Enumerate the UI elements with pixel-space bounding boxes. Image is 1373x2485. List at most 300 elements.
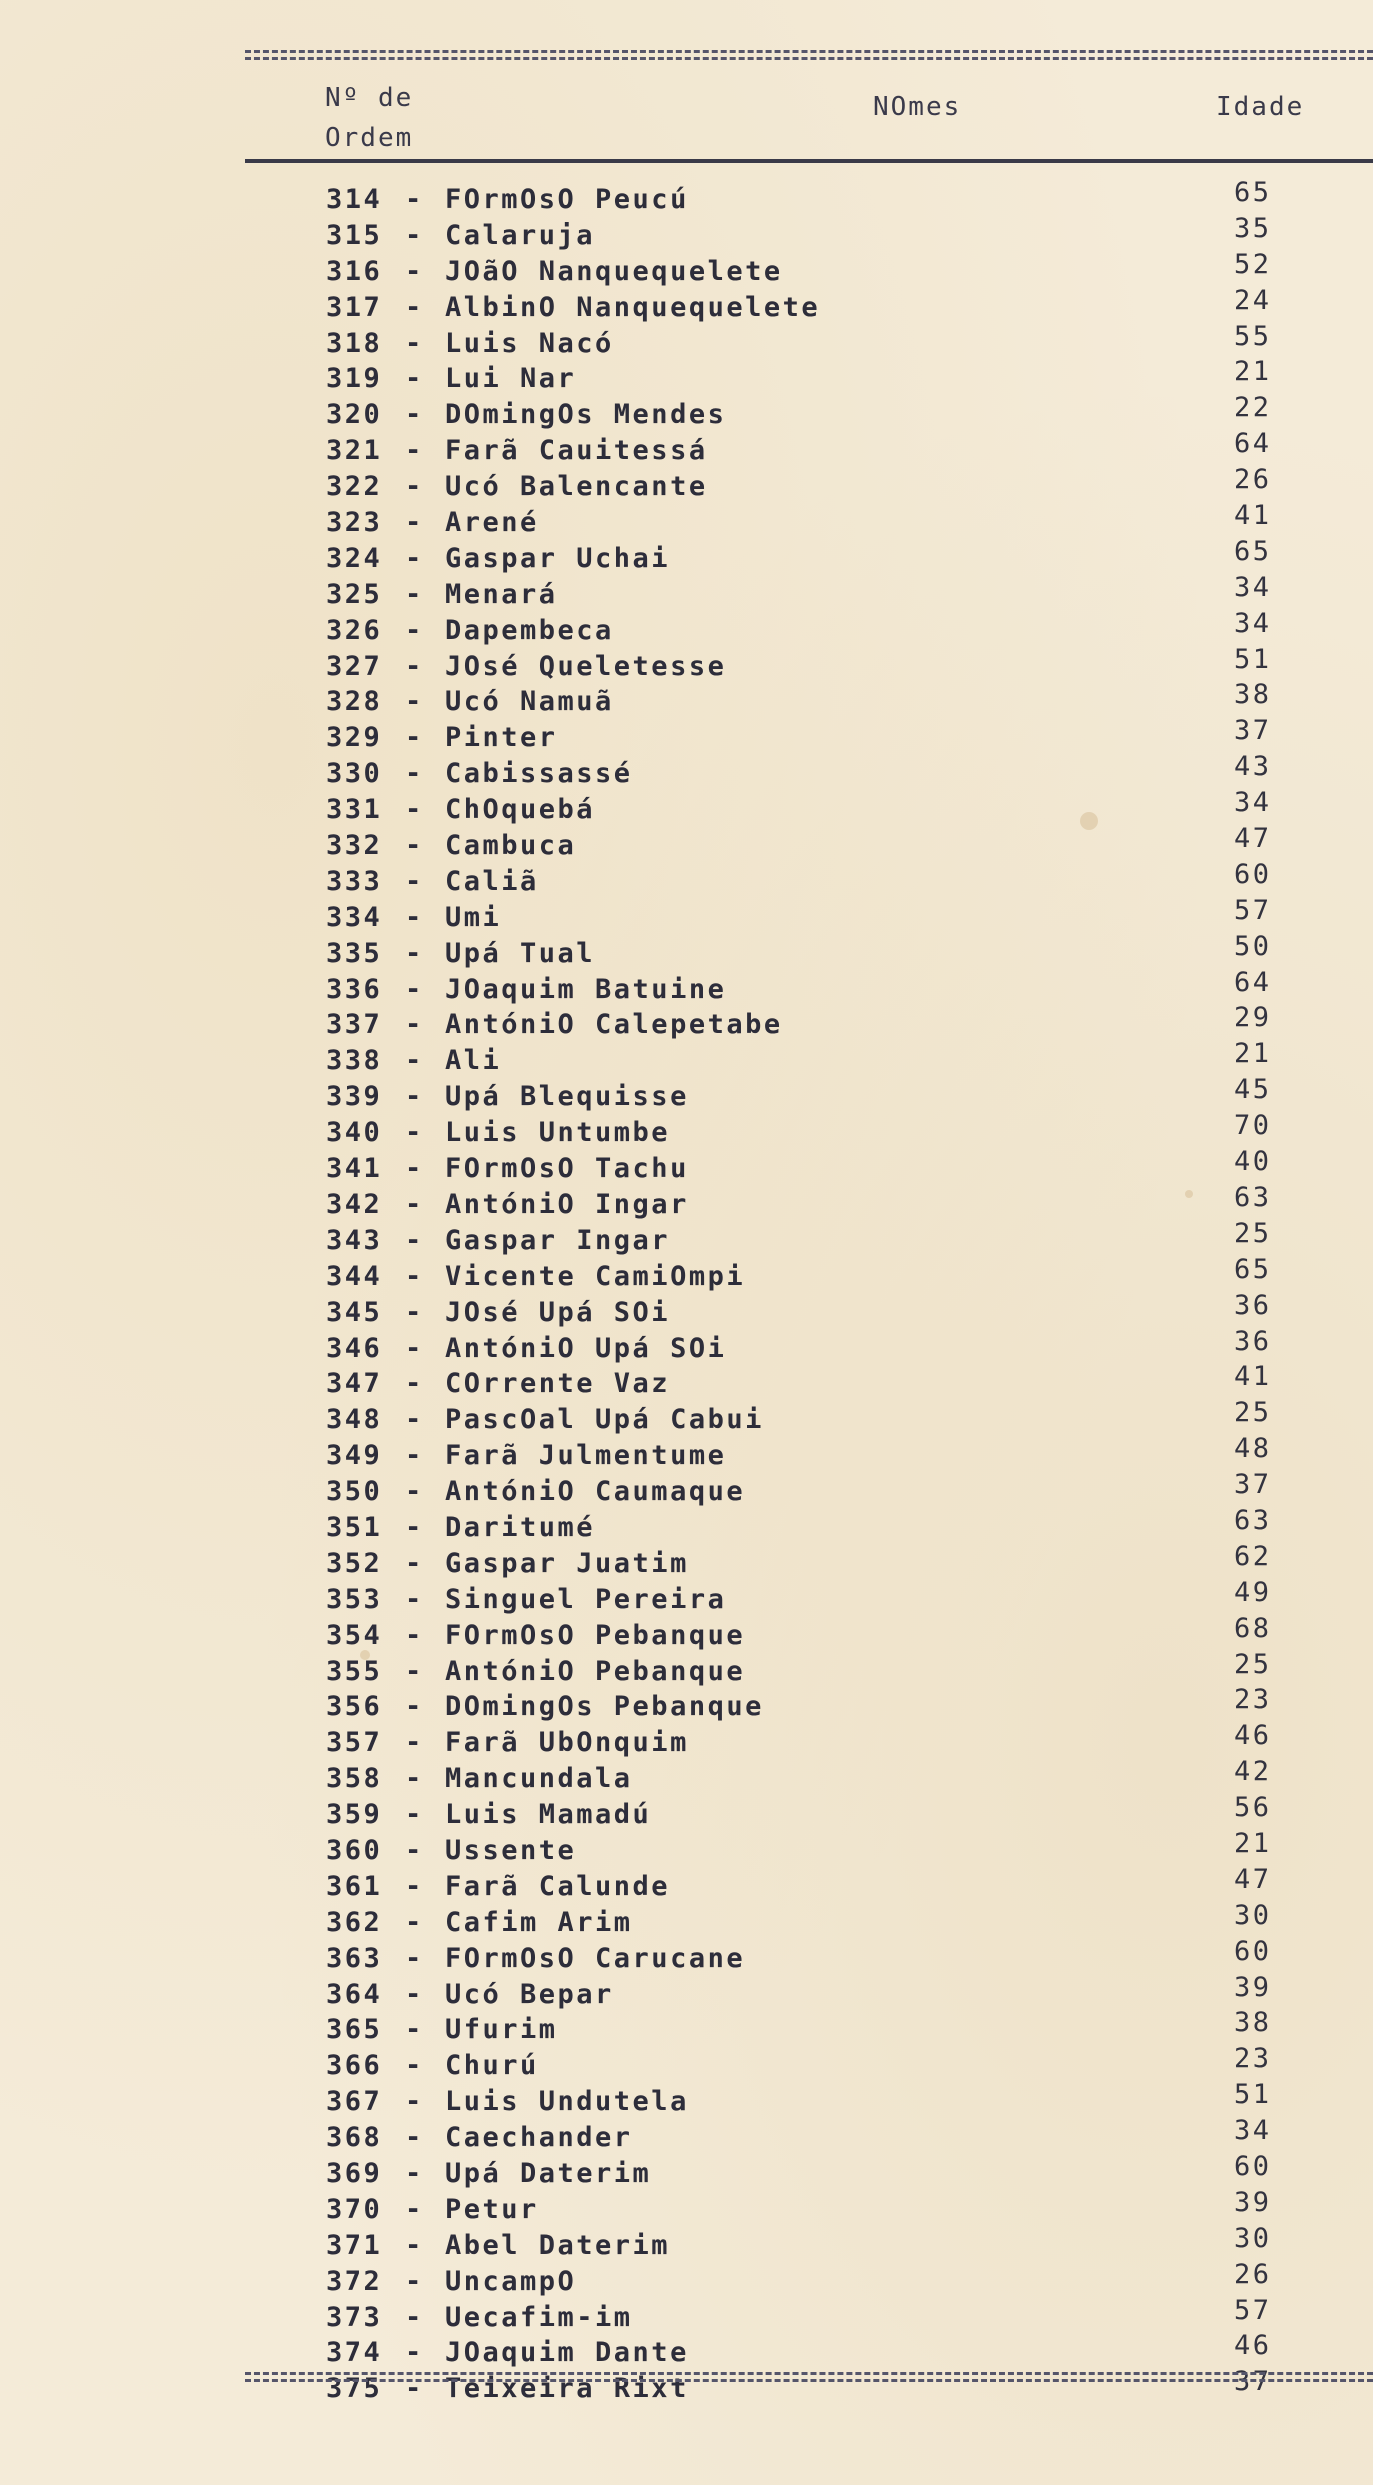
person-name: Singuel Pereira: [445, 1583, 727, 1615]
person-name: DOmingOs Pebanque: [445, 1691, 764, 1723]
separator-dash: -: [405, 1655, 424, 1687]
header-underline: [245, 159, 1373, 163]
separator-dash: -: [405, 1440, 424, 1472]
person-age: 41: [1234, 500, 1272, 532]
order-number-header: [325, 78, 413, 158]
order-number: 333: [326, 865, 383, 897]
person-age: 26: [1234, 2258, 1272, 2290]
person-age: 25: [1234, 1397, 1272, 1429]
separator-dash: -: [405, 1188, 424, 1220]
order-number: 350: [326, 1476, 383, 1508]
person-age: 23: [1234, 1684, 1272, 1716]
list-item: [0, 1038, 1373, 1077]
person-age: 64: [1234, 428, 1272, 460]
separator-dash: -: [405, 2337, 424, 2369]
person-name: Ali: [445, 1045, 502, 1077]
separator-dash: -: [405, 1476, 424, 1508]
person-age: 65: [1234, 177, 1272, 208]
order-number: 334: [326, 901, 383, 933]
separator-dash: -: [405, 1368, 424, 1400]
person-age: 46: [1234, 1720, 1272, 1752]
person-name: PascOal Upá Cabui: [445, 1404, 764, 1436]
order-number: 322: [326, 471, 383, 503]
person-name: Caliã: [445, 865, 539, 897]
person-age: 46: [1234, 2330, 1272, 2362]
list-item: [0, 2079, 1373, 2118]
list-item: [0, 607, 1373, 647]
person-name: Gaspar Ingar: [445, 1224, 671, 1256]
separator-dash: -: [405, 1045, 424, 1077]
person-name: Mancundala: [445, 1763, 633, 1795]
person-name: Petur: [445, 2193, 539, 2225]
separator-dash: -: [405, 1906, 424, 1938]
separator-dash: -: [405, 1547, 424, 1579]
order-number: 355: [326, 1655, 383, 1687]
order-number: 335: [326, 937, 383, 969]
person-age: 68: [1234, 1612, 1272, 1644]
person-name: Farã Calunde: [445, 1870, 671, 1902]
list-item: [0, 248, 1373, 288]
separator-dash: -: [405, 327, 424, 359]
list-item: [0, 1935, 1373, 1975]
list-item: [0, 1863, 1373, 1903]
list-item: [0, 2007, 1373, 2046]
person-name: Luis Mamadú: [445, 1799, 652, 1831]
separator-dash: -: [405, 2086, 424, 2118]
separator-dash: -: [405, 1009, 424, 1041]
separator-dash: -: [405, 1224, 424, 1256]
order-number: 360: [326, 1834, 383, 1866]
order-number: 331: [326, 794, 383, 826]
separator-dash: -: [405, 1834, 424, 1866]
person-age: 70: [1234, 1110, 1272, 1142]
person-name: FOrmOsO Tachu: [445, 1153, 689, 1185]
list-item: [0, 1217, 1373, 1257]
person-age: 30: [1234, 1899, 1272, 1931]
person-name: Uecafim-im: [445, 2301, 633, 2333]
person-age: 50: [1234, 930, 1272, 962]
order-number: 341: [326, 1153, 383, 1185]
separator-dash: -: [405, 830, 424, 862]
list-item: [0, 2222, 1373, 2262]
person-age: 42: [1234, 1756, 1272, 1788]
order-number: 324: [326, 542, 383, 574]
list-item: [0, 500, 1373, 539]
separator-dash: -: [405, 686, 424, 718]
order-number: 368: [326, 2122, 383, 2154]
order-number: 366: [326, 2050, 383, 2082]
separator-dash: -: [405, 758, 424, 790]
person-name: AntóniO Pebanque: [445, 1655, 746, 1687]
separator-dash: -: [405, 2229, 424, 2261]
person-name: Caechander: [445, 2122, 633, 2154]
order-number: 338: [326, 1045, 383, 1077]
order-number: 375: [326, 2373, 383, 2405]
person-age: 51: [1234, 643, 1272, 675]
person-age: 47: [1234, 823, 1272, 855]
order-number: 339: [326, 1081, 383, 1113]
separator-dash: -: [405, 1583, 424, 1615]
list-item: [0, 356, 1373, 395]
person-age: 26: [1234, 464, 1272, 496]
person-name: Ucó Balencante: [445, 471, 708, 503]
person-age: 57: [1234, 894, 1272, 926]
person-age: 60: [1234, 1935, 1272, 1967]
person-name: Vicente CamiOmpi: [445, 1260, 746, 1292]
person-age: 34: [1234, 571, 1272, 603]
list-item: [0, 1504, 1373, 1544]
separator-dash: -: [405, 973, 424, 1005]
separator-dash: -: [405, 794, 424, 826]
order-number: 363: [326, 1942, 383, 1974]
list-item: [0, 1181, 1373, 1221]
person-age: 21: [1234, 1038, 1272, 1070]
person-name: Ucó Bepar: [445, 1978, 614, 2010]
separator-dash: -: [405, 1727, 424, 1759]
order-number: 344: [326, 1260, 383, 1292]
separator-dash: -: [405, 2193, 424, 2225]
order-number: 332: [326, 830, 383, 862]
person-name: AlbinO Nanquequelete: [445, 291, 821, 323]
person-name: Upá Blequisse: [445, 1081, 689, 1113]
person-name: AntóniO Caumaque: [445, 1476, 746, 1508]
order-number: 336: [326, 973, 383, 1005]
separator-dash: -: [405, 1870, 424, 1902]
separator-dash: -: [405, 1799, 424, 1831]
separator-dash: -: [405, 2014, 424, 2046]
person-age: 41: [1234, 1361, 1272, 1393]
separator-dash: -: [405, 865, 424, 897]
person-name: Ufurim: [445, 2014, 558, 2046]
order-number: 372: [326, 2265, 383, 2297]
person-name: Upá Daterim: [445, 2157, 652, 2189]
order-number: 356: [326, 1691, 383, 1723]
person-name: Calaruja: [445, 219, 596, 251]
order-number: 330: [326, 758, 383, 790]
separator-dash: -: [405, 1978, 424, 2010]
list-item: [0, 1433, 1373, 1472]
person-name: Luis Untumbe: [445, 1117, 671, 1149]
separator-dash: -: [405, 2122, 424, 2154]
person-name: COrrente Vaz: [445, 1368, 671, 1400]
order-number: 321: [326, 435, 383, 467]
person-age: 45: [1234, 1074, 1272, 1106]
order-number: 337: [326, 1009, 383, 1041]
list-item: [0, 392, 1373, 431]
order-number: 342: [326, 1188, 383, 1220]
person-name: Luis Nacó: [445, 327, 614, 359]
person-age: 21: [1234, 1827, 1272, 1859]
separator-dash: -: [405, 1404, 424, 1436]
list-item: [0, 1756, 1373, 1795]
person-name: Cambuca: [445, 830, 577, 862]
person-age: 25: [1234, 1217, 1272, 1249]
person-age: 23: [1234, 2043, 1272, 2075]
order-number: 347: [326, 1368, 383, 1400]
list-item: [0, 1146, 1373, 1185]
list-item: [0, 643, 1373, 683]
list-item: [0, 1253, 1373, 1293]
list-item: [0, 1971, 1373, 2011]
person-name: AntóniO Ingar: [445, 1188, 689, 1220]
person-name: Lui Nar: [445, 363, 577, 395]
person-age: 37: [1234, 715, 1272, 747]
person-name: Luis Undutela: [445, 2086, 689, 2118]
order-number: 327: [326, 650, 383, 682]
order-number: 359: [326, 1799, 383, 1831]
order-number: 340: [326, 1117, 383, 1149]
person-age: 25: [1234, 1648, 1272, 1680]
person-age: 24: [1234, 284, 1272, 316]
separator-dash: -: [405, 614, 424, 646]
separator-dash: -: [405, 1511, 424, 1543]
order-number: 352: [326, 1547, 383, 1579]
separator-dash: -: [405, 1332, 424, 1364]
person-age: 34: [1234, 787, 1272, 819]
person-name: Cabissassé: [445, 758, 633, 790]
list-item: [0, 1469, 1373, 1508]
list-item: [0, 2294, 1373, 2334]
register-list: [0, 177, 1373, 2405]
order-header-line1: Nº de: [325, 83, 414, 113]
order-number: 316: [326, 255, 383, 287]
person-age: 30: [1234, 2222, 1272, 2254]
person-age: 65: [1234, 1253, 1272, 1285]
order-header-line2: Ordem: [325, 123, 414, 153]
order-number: 364: [326, 1978, 383, 2010]
person-name: JOsé Upá SOi: [445, 1296, 671, 1328]
person-name: FOrmOsO Peucú: [445, 184, 689, 215]
separator-dash: -: [405, 363, 424, 395]
list-item: [0, 715, 1373, 754]
list-item: [0, 428, 1373, 467]
list-item: [0, 2330, 1373, 2369]
list-item: [0, 464, 1373, 503]
person-name: Upá Tual: [445, 937, 596, 969]
person-age: 29: [1234, 1002, 1272, 1034]
separator-dash: -: [405, 650, 424, 682]
order-number: 315: [326, 219, 383, 251]
person-name: Gaspar Uchai: [445, 542, 671, 574]
order-number: 371: [326, 2229, 383, 2261]
order-number: 317: [326, 291, 383, 323]
list-item: [0, 284, 1373, 324]
person-age: 63: [1234, 1504, 1272, 1536]
list-item: [0, 535, 1373, 575]
order-number: 374: [326, 2337, 383, 2369]
order-number: 320: [326, 399, 383, 431]
person-age: 36: [1234, 1325, 1272, 1357]
order-number: 373: [326, 2301, 383, 2333]
order-number: 349: [326, 1440, 383, 1472]
order-number: 343: [326, 1224, 383, 1256]
separator-dash: -: [405, 1153, 424, 1185]
person-name: JOsé Queletesse: [445, 650, 727, 682]
person-name: Farã UbOnquim: [445, 1727, 689, 1759]
separator-dash: -: [405, 184, 424, 215]
person-name: Farã Cauitessá: [445, 435, 708, 467]
person-name: JOãO Nanquequelete: [445, 255, 783, 287]
person-name: Ucó Namuã: [445, 686, 614, 718]
person-name: Teixeira Rixt: [445, 2373, 689, 2405]
separator-dash: -: [405, 2050, 424, 2082]
person-age: 35: [1234, 212, 1272, 244]
list-item: [0, 571, 1373, 611]
list-item: [0, 894, 1373, 934]
order-number: 361: [326, 1870, 383, 1902]
list-item: [0, 2150, 1373, 2190]
person-name: DOmingOs Mendes: [445, 399, 727, 431]
separator-dash: -: [405, 937, 424, 969]
person-age: 34: [1234, 607, 1272, 639]
order-number: 362: [326, 1906, 383, 1938]
list-item: [0, 2186, 1373, 2226]
separator-dash: -: [405, 1260, 424, 1292]
age-header: Idade: [1216, 92, 1305, 122]
person-name: ChOquebá: [445, 794, 596, 826]
person-name: Gaspar Juatim: [445, 1547, 689, 1579]
person-age: 51: [1234, 2079, 1272, 2111]
person-age: 34: [1234, 2115, 1272, 2147]
order-number: 325: [326, 578, 383, 610]
list-item: [0, 1110, 1373, 1149]
person-age: 52: [1234, 248, 1272, 280]
person-age: 43: [1234, 751, 1272, 783]
separator-dash: -: [405, 578, 424, 610]
separator-dash: -: [405, 471, 424, 503]
list-item: [0, 1002, 1373, 1041]
list-item: [0, 212, 1373, 252]
list-item: [0, 1540, 1373, 1580]
person-age: 37: [1234, 2366, 1272, 2398]
separator-dash: -: [405, 722, 424, 754]
person-age: 47: [1234, 1863, 1272, 1895]
separator-dash: -: [405, 219, 424, 251]
separator-dash: -: [405, 399, 424, 431]
list-item: [0, 1289, 1373, 1329]
separator-dash: -: [405, 507, 424, 539]
separator-dash: -: [405, 1942, 424, 1974]
list-item: [0, 1325, 1373, 1365]
person-age: 36: [1234, 1289, 1272, 1321]
order-number: 369: [326, 2157, 383, 2189]
separator-dash: -: [405, 435, 424, 467]
person-age: 48: [1234, 1433, 1272, 1465]
separator-dash: -: [405, 2301, 424, 2333]
list-item: [0, 679, 1373, 718]
person-name: Ussente: [445, 1834, 577, 1866]
list-item: [0, 751, 1373, 790]
person-name: Arené: [445, 507, 539, 539]
person-age: 49: [1234, 1576, 1272, 1608]
order-number: 326: [326, 614, 383, 646]
person-age: 37: [1234, 1469, 1272, 1501]
person-name: AntóniO Upá SOi: [445, 1332, 727, 1364]
order-number: 353: [326, 1583, 383, 1615]
list-item: [0, 1074, 1373, 1113]
person-name: FOrmOsO Carucane: [445, 1942, 746, 1974]
person-name: Farã Julmentume: [445, 1440, 727, 1472]
order-number: 346: [326, 1332, 383, 1364]
list-item: [0, 1792, 1373, 1831]
person-age: 60: [1234, 858, 1272, 890]
person-age: 65: [1234, 535, 1272, 567]
person-name: Abel Daterim: [445, 2229, 671, 2261]
person-name: Churú: [445, 2050, 539, 2082]
separator-dash: -: [405, 2157, 424, 2189]
order-number: 314: [326, 184, 383, 215]
order-number: 365: [326, 2014, 383, 2046]
order-number: 345: [326, 1296, 383, 1328]
names-header: NOmes: [873, 92, 962, 122]
person-age: 39: [1234, 1971, 1272, 2003]
list-item: [0, 1899, 1373, 1939]
separator-dash: -: [405, 2265, 424, 2297]
person-age: 57: [1234, 2294, 1272, 2326]
separator-dash: -: [405, 1296, 424, 1328]
separator-dash: -: [405, 1081, 424, 1113]
bottom-dashed-rule: [245, 2372, 1373, 2382]
order-number: 323: [326, 507, 383, 539]
list-item: [0, 930, 1373, 970]
separator-dash: -: [405, 1691, 424, 1723]
order-number: 348: [326, 1404, 383, 1436]
person-name: Cafim Arim: [445, 1906, 633, 1938]
list-item: [0, 787, 1373, 826]
person-age: 22: [1234, 392, 1272, 424]
list-item: [0, 966, 1373, 1006]
list-item: [0, 1648, 1373, 1688]
order-number: 370: [326, 2193, 383, 2225]
person-name: Daritumé: [445, 1511, 596, 1543]
list-item: [0, 1827, 1373, 1867]
person-name: UncampO: [445, 2265, 577, 2297]
person-name: Umi: [445, 901, 502, 933]
list-item: [0, 823, 1373, 862]
person-age: 62: [1234, 1540, 1272, 1572]
separator-dash: -: [405, 255, 424, 287]
order-number: 318: [326, 327, 383, 359]
person-age: 38: [1234, 679, 1272, 711]
person-age: 64: [1234, 966, 1272, 998]
order-number: 329: [326, 722, 383, 754]
list-item: [0, 320, 1373, 360]
list-item: [0, 2258, 1373, 2298]
list-item: [0, 1397, 1373, 1436]
person-age: 40: [1234, 1146, 1272, 1178]
separator-dash: -: [405, 542, 424, 574]
person-name: JOaquim Dante: [445, 2337, 689, 2369]
list-item: [0, 177, 1373, 216]
list-item: [0, 1720, 1373, 1759]
top-dashed-rule: [245, 50, 1373, 60]
person-name: Pinter: [445, 722, 558, 754]
person-age: 38: [1234, 2007, 1272, 2039]
person-age: 39: [1234, 2186, 1272, 2218]
separator-dash: -: [405, 1117, 424, 1149]
order-number: 367: [326, 2086, 383, 2118]
order-number: 357: [326, 1727, 383, 1759]
list-item: [0, 858, 1373, 898]
separator-dash: -: [405, 291, 424, 323]
order-number: 358: [326, 1763, 383, 1795]
list-item: [0, 2115, 1373, 2154]
list-item: [0, 1684, 1373, 1723]
list-item: [0, 2043, 1373, 2082]
separator-dash: -: [405, 1763, 424, 1795]
separator-dash: -: [405, 901, 424, 933]
person-name: Dapembeca: [445, 614, 614, 646]
